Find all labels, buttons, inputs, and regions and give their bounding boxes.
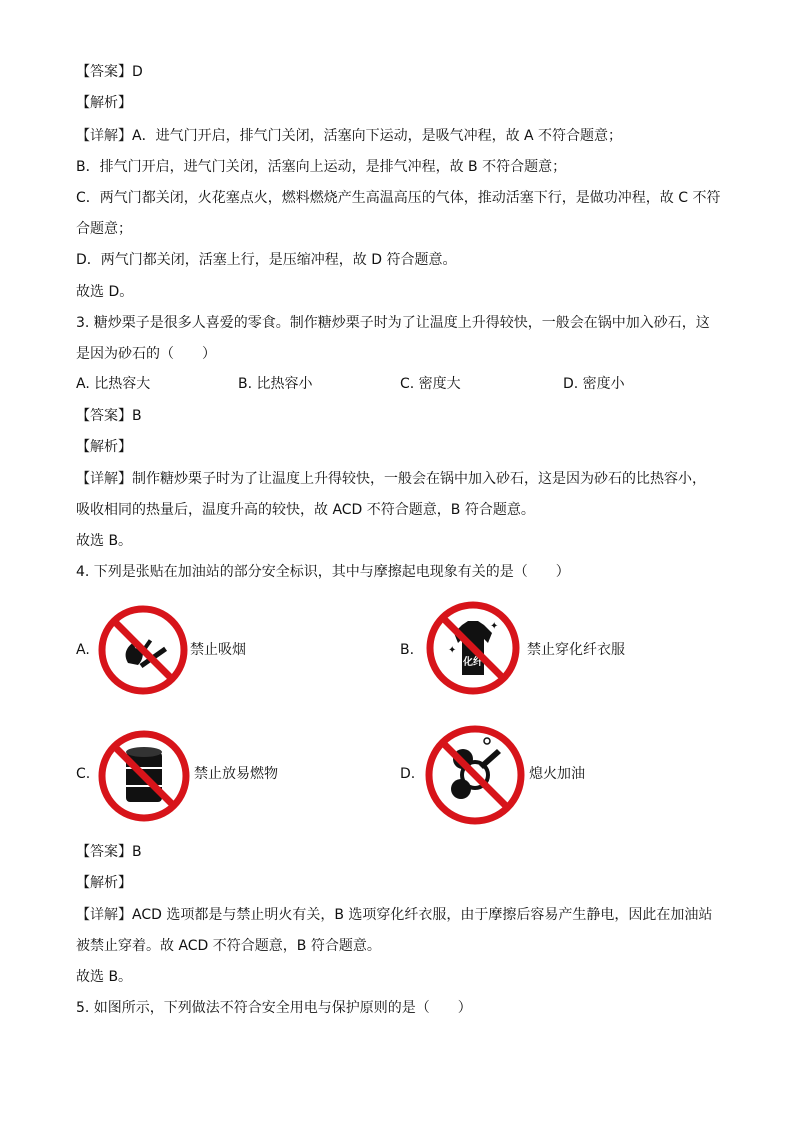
option-c-letter: C. — [76, 766, 91, 782]
analysis-label: 【解析】 — [76, 439, 132, 455]
no-synthetic-clothing-sign-icon — [426, 601, 520, 695]
engine-off-sign-icon — [423, 723, 527, 827]
option-b-label: 禁止穿化纤衣服 — [527, 642, 625, 658]
detail-line-a — [76, 126, 622, 146]
clothing-fiber-text: 化纤 — [463, 657, 483, 668]
detail-tag: 【详解】 — [76, 128, 132, 144]
analysis-label: 【解析】 — [76, 875, 132, 891]
question-stem: 3. 糖炒栗子是很多人喜爱的零食。制作糖炒栗子时为了让温度上升得较快，一般会在锅中加入砂石，这 — [76, 315, 710, 331]
detail-text: 制作糖炒栗子时为了让温度上升得较快，一般会在锅中加入砂石，这是因为砂石的比热容小， — [132, 471, 706, 487]
option-c: C. 密度大 — [400, 376, 461, 392]
no-smoking-sign-icon — [98, 605, 188, 695]
option-b-letter: B. — [400, 642, 415, 658]
analysis-label: 【解析】 — [76, 95, 132, 111]
option-a-label: 禁止吸烟 — [190, 642, 246, 658]
option-a-letter: A. — [76, 642, 90, 658]
detail-line-2: 吸收相同的热量后，温度升高的较快，故 ACD 不符合题意，B 符合题意。 — [76, 502, 535, 518]
detail-text: A．进气门开启，排气门关闭，活塞向下运动，是吸气冲程，故 A 不符合题意； — [132, 128, 623, 144]
detail-line-1 — [76, 905, 712, 925]
detail-text: ACD 选项都是与禁止明火有关，B 选项穿化纤衣服，由于摩擦后容易产生静电，因此在加油站 — [132, 907, 713, 923]
svg-text:✦: ✦ — [490, 621, 499, 632]
option-d: D. 密度小 — [563, 376, 625, 392]
conclusion: 故选 B。 — [76, 533, 133, 549]
detail-line-2: 被禁止穿着。故 ACD 不符合题意，B 符合题意。 — [76, 938, 381, 954]
question-stem: 4. 下列是张贴在加油站的部分安全标识，其中与摩擦起电现象有关的是（ ） — [76, 564, 570, 580]
detail-line-1 — [76, 469, 706, 489]
answer-label: 【答案】D — [76, 64, 143, 80]
answer-label: 【答案】B — [76, 844, 142, 860]
answer-label: 【答案】B — [76, 408, 142, 424]
conclusion: 故选 B。 — [76, 969, 133, 985]
option-a: A. 比热容大 — [76, 376, 151, 392]
svg-text:✦: ✦ — [448, 645, 457, 656]
question-stem: 5. 如图所示，下列做法不符合安全用电与保护原则的是（ ） — [76, 1000, 472, 1016]
detail-tag: 【详解】 — [76, 471, 132, 487]
option-d-letter: D. — [400, 766, 416, 782]
detail-line-d: D．两气门都关闭，活塞上行，是压缩冲程，故 D 符合题意。 — [76, 252, 457, 268]
question-stem-cont: 是因为砂石的（ ） — [76, 346, 216, 362]
detail-line-b: B．排气门开启，进气门关闭，活塞向上运动，是排气冲程，故 B 不符合题意； — [76, 159, 567, 175]
option-d-label: 熄火加油 — [529, 766, 585, 782]
no-flammables-sign-icon — [98, 730, 190, 822]
conclusion: 故选 D。 — [76, 284, 134, 300]
option-b: B. 比热容小 — [238, 376, 313, 392]
detail-line-c1: C．两气门都关闭，火花塞点火，燃料燃烧产生高温高压的气体，推动活塞下行，是做功冲程，故 C 不符 — [76, 190, 721, 206]
detail-line-c2: 合题意； — [76, 221, 132, 237]
detail-tag: 【详解】 — [76, 907, 132, 923]
option-c-label: 禁止放易燃物 — [194, 766, 278, 782]
